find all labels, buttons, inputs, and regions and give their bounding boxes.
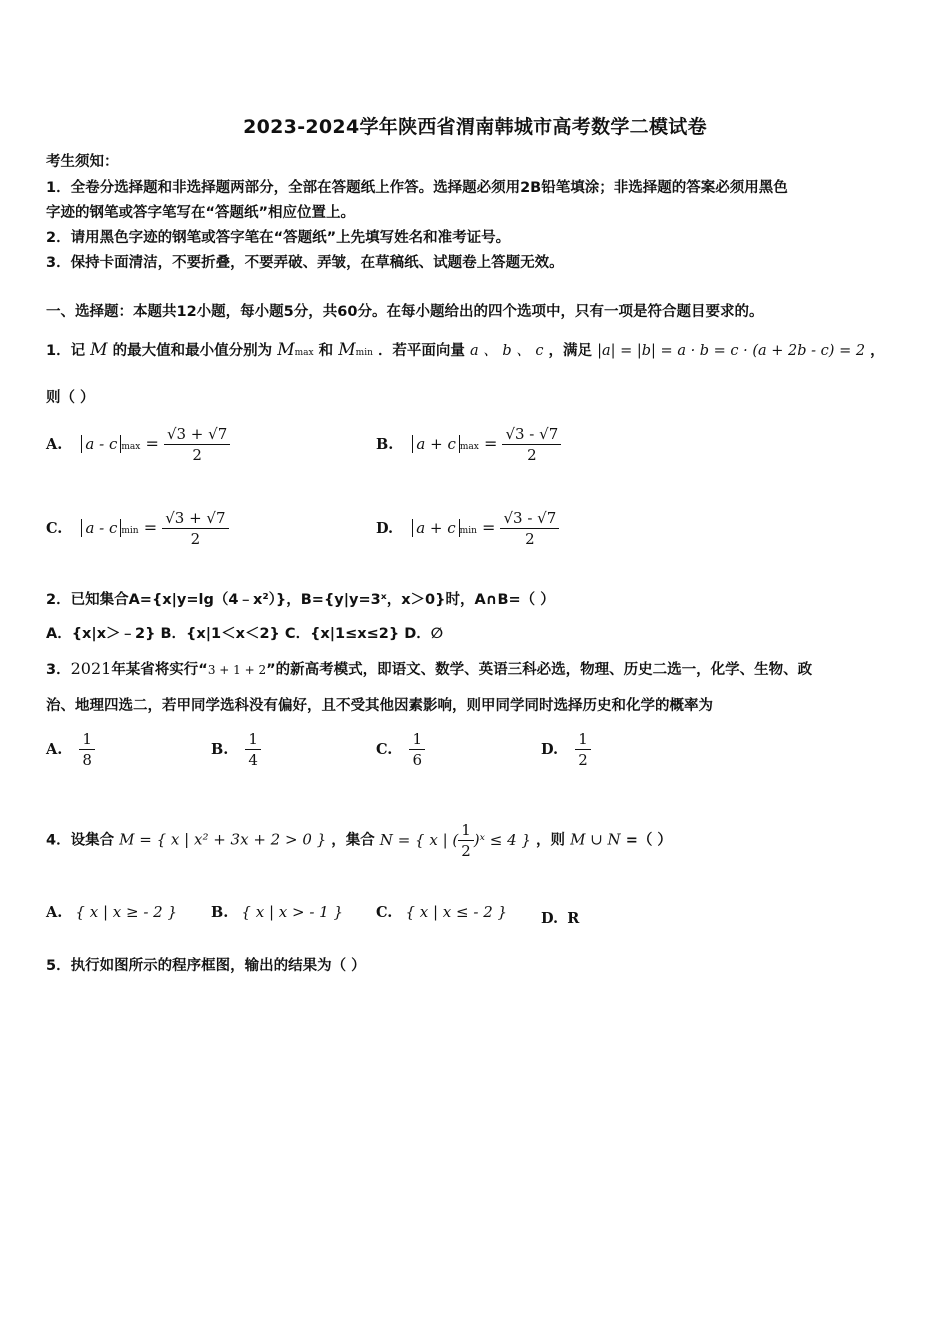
question-5: 5．执行如图所示的程序框图，输出的结果为（ ）: [46, 958, 366, 974]
section-heading: 一、选择题：本题共12小题，每小题5分，共60分。在每小题给出的四个选项中，只有一项是符合题目要求的。: [46, 304, 764, 320]
q3-option-d[interactable]: D. $\frac{1}{2}$: [541, 729, 591, 770]
q1-option-b[interactable]: B. a + c max = $\frac{√3 - √7}{2}$: [376, 424, 561, 465]
notice-line: 1．全卷分选择题和非选择题两部分，全部在答题纸上作答。选择题必须用2B铅笔填涂；非选择题的答案必须用黑色: [46, 180, 788, 196]
q3-option-c[interactable]: C. $\frac{1}{6}$: [376, 729, 425, 770]
notice-heading: 考生须知：: [46, 154, 119, 170]
question-4: 4．设集合 M = { x | x² + 3x + 2 > 0 } ，集合 N = { x | ( $\frac{1}{2}$ )ˣ ≤ 4 } ，则 M ∪ N =（ ）: [46, 821, 672, 860]
vector-condition: |a| = |b| = a · b = c · (a + 2b - c) = 2: [597, 343, 866, 359]
notice-line: 3．保持卡面清洁，不要折叠，不要弄破、弄皱，在草稿纸、试题卷上答题无效。: [46, 255, 564, 271]
question-3: 3．2021年某省将实行“3 + 1 + 2”的新高考模式，即语文、数学、英语三科必选，物理、历史二选一，化学、生物、政: [46, 659, 813, 678]
question-1-line2: 则（ ）: [46, 390, 95, 406]
q2-options[interactable]: A．{x|x＞﹣2} B．{x|1＜x＜2} C．{x|1≤x≤2} D．∅: [46, 626, 444, 642]
notice-line: 字迹的钢笔或答字笔写在“答题纸”相应位置上。: [46, 205, 356, 221]
question-3-line2: 治、地理四选二，若甲同学选科没有偏好，且不受其他因素影响，则甲同学同时选择历史和化学的概率为: [46, 698, 713, 714]
question-2: 2．已知集合A={x|y=lg（4﹣x²）}，B={y|y=3ˣ，x＞0}时，A∩B=（ ）: [46, 592, 555, 608]
q3-option-a[interactable]: A. $\frac{1}{8}$: [46, 729, 95, 770]
q1-option-d[interactable]: D. a + c min = $\frac{√3 - √7}{2}$: [376, 508, 559, 549]
q4-option-c[interactable]: C. { x | x ≤ - 2 }: [376, 903, 508, 921]
q4-option-b[interactable]: B. { x | x > - 1 }: [211, 903, 344, 921]
q3-option-b[interactable]: B. $\frac{1}{4}$: [211, 729, 261, 770]
q1-option-c[interactable]: C. a - c min = $\frac{√3 + √7}{2}$: [46, 508, 229, 549]
q4-option-a[interactable]: A. { x | x ≥ - 2 }: [46, 903, 178, 921]
q4-option-d[interactable]: D. R: [541, 910, 580, 927]
set-m: M = { x | x² + 3x + 2 > 0 }: [119, 830, 327, 849]
page-title: 2023-2024学年陕西省渭南韩城市高考数学二模试卷: [243, 116, 707, 138]
question-1: 1．记 M 的最大值和最小值分别为 Mmax 和 Mmin ．若平面向量 a 、 b 、 c ，满足 |a| = |b| = a · b = c · (a + 2b - c) = 2 ，: [46, 340, 885, 360]
notice-line: 2．请用黑色字迹的钢笔或答字笔在“答题纸”上先填写姓名和准考证号。: [46, 230, 511, 246]
q1-option-a[interactable]: A. a - c max = $\frac{√3 + √7}{2}$: [46, 424, 230, 465]
set-n: N = { x | ( $\frac{1}{2}$ )ˣ ≤ 4 }: [379, 821, 531, 860]
